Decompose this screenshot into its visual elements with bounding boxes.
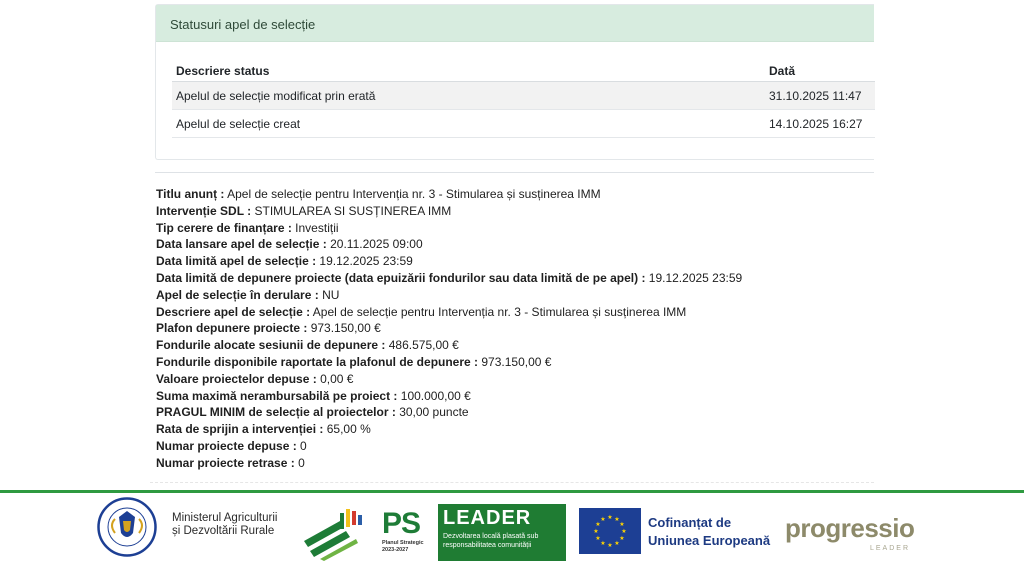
detail-value: Investiții xyxy=(295,220,339,235)
detail-value: Apel de selecție pentru Intervenția nr. 3 - Stimularea și susținerea IMM xyxy=(312,304,687,319)
detail-value: 973.150,00 € xyxy=(310,321,381,336)
detail-label: Tip cerere de finanțare : xyxy=(156,220,292,235)
detail-submission-deadline xyxy=(156,270,742,287)
detail-label: Numar proiecte retrase : xyxy=(156,455,295,470)
leader-subtitle-line-2: responsabilitatea comunității xyxy=(443,541,532,549)
detail-label: Descriere apel de selecție : xyxy=(156,304,311,319)
table-row xyxy=(172,110,875,138)
ministry-line-1: Ministerul Agriculturii xyxy=(172,512,278,524)
svg-text:★: ★ xyxy=(619,521,625,528)
detail-label: Rata de sprijin a intervenției : xyxy=(156,422,324,437)
ministry-name xyxy=(172,512,277,538)
svg-text:★: ★ xyxy=(607,514,613,521)
leader-title: LEADER xyxy=(443,507,532,529)
detail-min-threshold xyxy=(156,404,742,421)
cofinanced-by-eu-text xyxy=(648,514,770,550)
svg-text:★: ★ xyxy=(621,528,627,535)
ps-title: PS xyxy=(382,507,421,540)
detail-allocated-funds xyxy=(156,337,742,354)
status-table xyxy=(172,58,875,138)
detail-value: 65,00 % xyxy=(326,422,371,437)
detail-value: 100.000,00 € xyxy=(400,388,471,403)
footer-logos xyxy=(0,493,1024,576)
table-header-row xyxy=(172,58,875,82)
detail-in-progress xyxy=(156,287,742,304)
eu-flag-icon xyxy=(579,508,641,554)
svg-text:★: ★ xyxy=(593,528,599,535)
dashed-separator xyxy=(150,482,874,484)
status-description: Apelul de selecție modificat prin erată xyxy=(176,88,376,103)
detail-submitted-value xyxy=(156,371,742,388)
detail-label: Intervenție SDL : xyxy=(156,203,252,218)
detail-value: 0,00 € xyxy=(320,371,354,386)
detail-value: 30,00 puncte xyxy=(399,405,469,420)
detail-intervention xyxy=(156,203,742,220)
svg-text:★: ★ xyxy=(595,535,601,542)
detail-value: 20.11.2025 09:00 xyxy=(330,237,423,252)
detail-label: Data limită apel de selecție : xyxy=(156,254,317,269)
detail-launch-date xyxy=(156,236,742,253)
detail-ceiling xyxy=(156,320,742,337)
call-details xyxy=(156,186,742,472)
svg-text:★: ★ xyxy=(595,521,601,528)
progressio-subtitle: LEADER xyxy=(870,545,911,552)
detail-support-rate xyxy=(156,421,742,438)
detail-label: Titlu anunț : xyxy=(156,187,225,201)
status-description: Apelul de selecție creat xyxy=(176,116,301,131)
column-header-date: Dată xyxy=(769,64,796,78)
detail-max-amount xyxy=(156,388,742,405)
detail-label: Data limită de depunere proiecte (data epuizării fondurilor sau data limită de pe apel) : xyxy=(156,270,646,285)
svg-text:★: ★ xyxy=(600,516,606,523)
detail-label: Fondurile disponibile raportate la plafonul de depunere : xyxy=(156,354,479,369)
detail-value: 486.575,00 € xyxy=(388,338,459,353)
detail-label: Fondurile alocate sesiunii de depunere : xyxy=(156,338,386,353)
detail-value: Apel de selecție pentru Intervenția nr. 3 - Stimularea și susținerea IMM xyxy=(227,187,601,201)
detail-label: Valoare proiectelor depuse : xyxy=(156,371,317,386)
svg-text:★: ★ xyxy=(619,535,625,542)
column-header-description: Descriere status xyxy=(176,64,270,78)
ministry-line-2: și Dezvoltării Rurale xyxy=(172,525,275,537)
detail-value: 0 xyxy=(300,438,307,453)
detail-deadline xyxy=(156,253,742,270)
detail-submitted-count xyxy=(156,438,742,455)
status-date: 14.10.2025 16:27 xyxy=(769,116,863,131)
section-divider xyxy=(155,172,874,173)
detail-label: PRAGUL MINIM de selecție al proiectelor : xyxy=(156,405,396,420)
ps-subtitle xyxy=(382,540,424,553)
leader-subtitle-line-1: Dezvoltarea locală plasată sub xyxy=(443,533,539,540)
detail-label: Plafon depunere proiecte : xyxy=(156,321,308,336)
table-row xyxy=(172,82,875,110)
ps-subtitle-line-2: 2023-2027 xyxy=(382,546,409,553)
svg-text:★: ★ xyxy=(614,516,620,523)
cofin-line-2: Uniunea Europeană xyxy=(648,533,771,548)
detail-label: Apel de selecție în derulare : xyxy=(156,287,319,302)
detail-title xyxy=(156,186,742,203)
status-date: 31.10.2025 11:47 xyxy=(769,88,862,103)
status-card xyxy=(155,4,874,160)
svg-text:★: ★ xyxy=(600,540,606,547)
detail-value: 19.12.2025 23:59 xyxy=(648,270,743,285)
detail-label: Suma maximă nerambursabilă pe proiect : xyxy=(156,388,398,403)
detail-value: 0 xyxy=(298,455,305,470)
detail-label: Data lansare apel de selecție : xyxy=(156,237,327,252)
detail-value: STIMULAREA SI SUSȚINEREA IMM xyxy=(254,203,452,218)
leader-logo xyxy=(438,504,566,561)
status-card-title: Statusuri apel de selecție xyxy=(156,5,874,42)
svg-text:★: ★ xyxy=(607,542,613,549)
guvernul-romaniei-seal-icon xyxy=(97,497,157,557)
detail-withdrawn-count xyxy=(156,455,742,472)
ps-subtitle-line-1: Planul Strategic xyxy=(382,540,424,546)
detail-value: 973.150,00 € xyxy=(481,354,552,369)
cofin-line-1: Cofinanțat de xyxy=(648,515,732,530)
detail-value: NU xyxy=(322,287,340,302)
detail-label: Numar proiecte depuse : xyxy=(156,438,297,453)
detail-value: 19.12.2025 23:59 xyxy=(319,254,413,269)
progressio-title: progressio xyxy=(785,513,915,543)
detail-request-type xyxy=(156,220,742,237)
svg-text:★: ★ xyxy=(614,540,620,547)
detail-description xyxy=(156,304,742,321)
detail-available-funds xyxy=(156,354,742,371)
